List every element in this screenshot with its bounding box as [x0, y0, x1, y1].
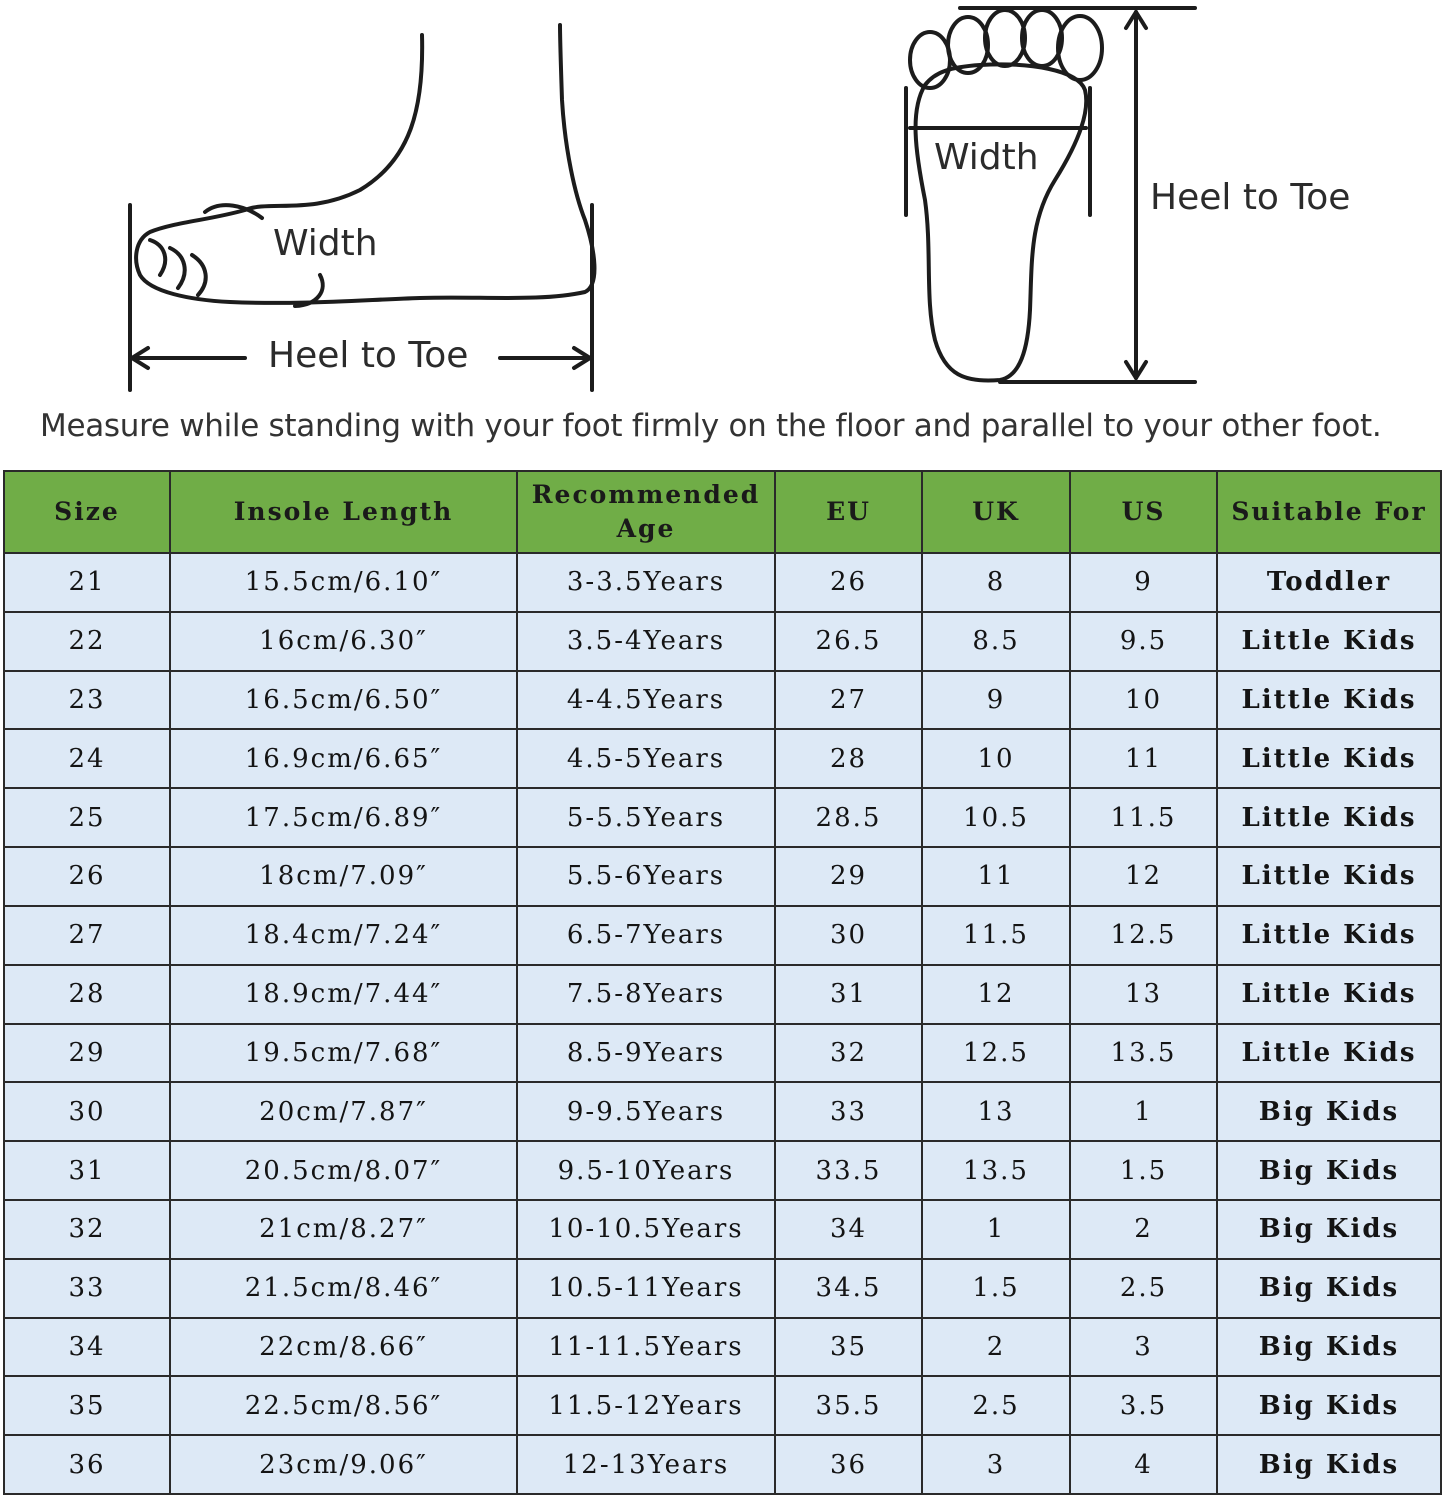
suitable-for-cell: Big Kids: [1217, 1376, 1441, 1435]
eu-cell: 26: [775, 553, 922, 612]
uk-cell: 9: [922, 671, 1070, 730]
size-cell: 34: [4, 1318, 170, 1377]
age-cell: 8.5-9Years: [517, 1024, 775, 1083]
size-cell: 21: [4, 553, 170, 612]
age-cell: 9-9.5Years: [517, 1082, 775, 1141]
table-row: [4, 553, 1441, 612]
uk-cell: 8.5: [922, 612, 1070, 671]
insole-length-cell: 17.5cm/6.89″: [170, 788, 517, 847]
uk-cell: 11.5: [922, 906, 1070, 965]
age-cell: 12-13Years: [517, 1435, 775, 1494]
eu-cell: 27: [775, 671, 922, 730]
uk-cell: 1: [922, 1200, 1070, 1259]
eu-cell: 29: [775, 847, 922, 906]
size-cell: 32: [4, 1200, 170, 1259]
size-cell: 22: [4, 612, 170, 671]
size-cell: 33: [4, 1259, 170, 1318]
age-cell: 10-10.5Years: [517, 1200, 775, 1259]
side-foot-toe-3: [192, 255, 206, 295]
sole-heel-to-toe-label: Heel to Toe: [1150, 177, 1351, 218]
age-cell: 7.5-8Years: [517, 965, 775, 1024]
header-us: US: [1070, 471, 1217, 553]
us-cell: 12: [1070, 847, 1217, 906]
insole-length-cell: 15.5cm/6.10″: [170, 553, 517, 612]
insole-length-cell: 18.4cm/7.24″: [170, 906, 517, 965]
insole-length-cell: 19.5cm/7.68″: [170, 1024, 517, 1083]
us-cell: 11.5: [1070, 788, 1217, 847]
side-foot-toe-2: [170, 248, 185, 288]
us-cell: 13.5: [1070, 1024, 1217, 1083]
size-cell: 26: [4, 847, 170, 906]
suitable-for-cell: Big Kids: [1217, 1082, 1441, 1141]
size-cell: 24: [4, 729, 170, 788]
side-foot-toe-1: [150, 240, 165, 275]
sole-outline: [916, 64, 1087, 380]
age-cell: 10.5-11Years: [517, 1259, 775, 1318]
suitable-for-cell: Big Kids: [1217, 1318, 1441, 1377]
us-cell: 9: [1070, 553, 1217, 612]
eu-cell: 31: [775, 965, 922, 1024]
suitable-for-cell: Little Kids: [1217, 612, 1441, 671]
insole-length-cell: 22.5cm/8.56″: [170, 1376, 517, 1435]
uk-cell: 11: [922, 847, 1070, 906]
size-cell: 27: [4, 906, 170, 965]
uk-cell: 12.5: [922, 1024, 1070, 1083]
suitable-for-cell: Little Kids: [1217, 671, 1441, 730]
table-body: [4, 553, 1441, 1494]
us-cell: 2: [1070, 1200, 1217, 1259]
us-cell: 12.5: [1070, 906, 1217, 965]
age-cell: 11-11.5Years: [517, 1318, 775, 1377]
uk-cell: 1.5: [922, 1259, 1070, 1318]
size-cell: 35: [4, 1376, 170, 1435]
table-row: [4, 788, 1441, 847]
size-chart-table: [3, 470, 1442, 1495]
foot-illustrations: [0, 0, 1446, 470]
eu-cell: 28.5: [775, 788, 922, 847]
eu-cell: 30: [775, 906, 922, 965]
suitable-for-cell: Little Kids: [1217, 729, 1441, 788]
suitable-for-cell: Little Kids: [1217, 906, 1441, 965]
table-row: [4, 1141, 1441, 1200]
side-heel-to-toe-label: Heel to Toe: [262, 338, 474, 374]
table-row: [4, 1376, 1441, 1435]
size-cell: 29: [4, 1024, 170, 1083]
age-cell: 6.5-7Years: [517, 906, 775, 965]
size-cell: 23: [4, 671, 170, 730]
us-cell: 3: [1070, 1318, 1217, 1377]
suitable-for-cell: Big Kids: [1217, 1435, 1441, 1494]
uk-cell: 12: [922, 965, 1070, 1024]
us-cell: 10: [1070, 671, 1217, 730]
suitable-for-cell: Toddler: [1217, 553, 1441, 612]
uk-cell: 2.5: [922, 1376, 1070, 1435]
table-row: [4, 1082, 1441, 1141]
table-row: [4, 671, 1441, 730]
table-row: [4, 906, 1441, 965]
uk-cell: 2: [922, 1318, 1070, 1377]
foot-measurement-diagram: [0, 0, 1446, 470]
insole-length-cell: 23cm/9.06″: [170, 1435, 517, 1494]
header-uk: UK: [922, 471, 1070, 553]
us-cell: 2.5: [1070, 1259, 1217, 1318]
header-size: Size: [4, 471, 170, 553]
table-row: [4, 1318, 1441, 1377]
suitable-for-cell: Little Kids: [1217, 847, 1441, 906]
us-cell: 9.5: [1070, 612, 1217, 671]
size-cell: 30: [4, 1082, 170, 1141]
table-row: [4, 847, 1441, 906]
header-eu: EU: [775, 471, 922, 553]
insole-length-cell: 16.5cm/6.50″: [170, 671, 517, 730]
insole-length-cell: 18.9cm/7.44″: [170, 965, 517, 1024]
uk-cell: 10.5: [922, 788, 1070, 847]
insole-length-cell: 18cm/7.09″: [170, 847, 517, 906]
age-cell: 4.5-5Years: [517, 729, 775, 788]
eu-cell: 36: [775, 1435, 922, 1494]
eu-cell: 32: [775, 1024, 922, 1083]
us-cell: 11: [1070, 729, 1217, 788]
size-cell: 36: [4, 1435, 170, 1494]
suitable-for-cell: Big Kids: [1217, 1141, 1441, 1200]
table-row: [4, 1200, 1441, 1259]
age-cell: 5.5-6Years: [517, 847, 775, 906]
table-row: [4, 612, 1441, 671]
age-cell: 9.5-10Years: [517, 1141, 775, 1200]
us-cell: 4: [1070, 1435, 1217, 1494]
eu-cell: 28: [775, 729, 922, 788]
uk-cell: 13: [922, 1082, 1070, 1141]
suitable-for-cell: Little Kids: [1217, 965, 1441, 1024]
measure-instruction: Measure while standing with your foot firmly on the floor and parallel to your other foot.: [40, 408, 1382, 444]
suitable-for-cell: Big Kids: [1217, 1200, 1441, 1259]
size-cell: 28: [4, 965, 170, 1024]
insole-length-cell: 21cm/8.27″: [170, 1200, 517, 1259]
eu-cell: 26.5: [775, 612, 922, 671]
age-cell: 5-5.5Years: [517, 788, 775, 847]
header-recommended-age: Recommended Age: [517, 471, 775, 553]
insole-length-cell: 16.9cm/6.65″: [170, 729, 517, 788]
us-cell: 13: [1070, 965, 1217, 1024]
age-cell: 4-4.5Years: [517, 671, 775, 730]
header-row: [4, 471, 1441, 553]
table-row: [4, 729, 1441, 788]
header-suitable-for: Suitable For: [1217, 471, 1441, 553]
table-row: [4, 1435, 1441, 1494]
table-row: [4, 1024, 1441, 1083]
eu-cell: 33.5: [775, 1141, 922, 1200]
insole-length-cell: 20cm/7.87″: [170, 1082, 517, 1141]
us-cell: 1: [1070, 1082, 1217, 1141]
insole-length-cell: 22cm/8.66″: [170, 1318, 517, 1377]
suitable-for-cell: Little Kids: [1217, 1024, 1441, 1083]
uk-cell: 8: [922, 553, 1070, 612]
uk-cell: 3: [922, 1435, 1070, 1494]
age-cell: 3-3.5Years: [517, 553, 775, 612]
age-cell: 11.5-12Years: [517, 1376, 775, 1435]
insole-length-cell: 21.5cm/8.46″: [170, 1259, 517, 1318]
uk-cell: 10: [922, 729, 1070, 788]
eu-cell: 35.5: [775, 1376, 922, 1435]
table-row: [4, 965, 1441, 1024]
eu-cell: 35: [775, 1318, 922, 1377]
eu-cell: 34: [775, 1200, 922, 1259]
size-cell: 31: [4, 1141, 170, 1200]
suitable-for-cell: Little Kids: [1217, 788, 1441, 847]
table-row: [4, 1259, 1441, 1318]
us-cell: 3.5: [1070, 1376, 1217, 1435]
us-cell: 1.5: [1070, 1141, 1217, 1200]
suitable-for-cell: Big Kids: [1217, 1259, 1441, 1318]
insole-length-cell: 16cm/6.30″: [170, 612, 517, 671]
side-width-label: Width: [273, 223, 378, 264]
header-insole-length: Insole Length: [170, 471, 517, 553]
eu-cell: 33: [775, 1082, 922, 1141]
age-cell: 3.5-4Years: [517, 612, 775, 671]
insole-length-cell: 20.5cm/8.07″: [170, 1141, 517, 1200]
eu-cell: 34.5: [775, 1259, 922, 1318]
sole-width-label: Width: [934, 137, 1039, 178]
uk-cell: 13.5: [922, 1141, 1070, 1200]
size-cell: 25: [4, 788, 170, 847]
